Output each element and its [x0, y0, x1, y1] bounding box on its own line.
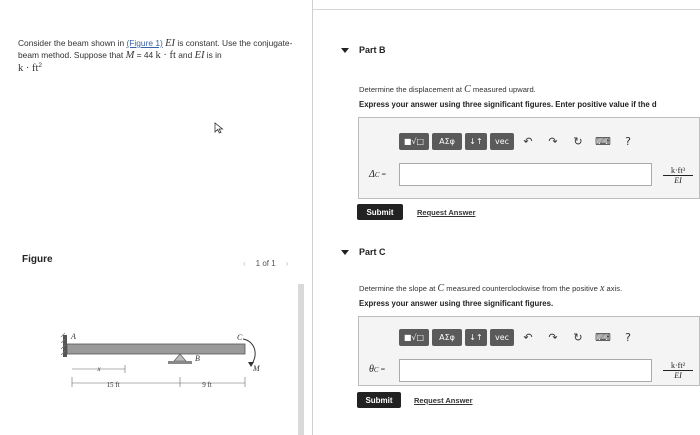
part-c-answer-input[interactable]	[399, 359, 652, 382]
m-symbol: M	[125, 49, 135, 61]
figure-pager	[243, 259, 288, 268]
part-b-units: $\frac{\text{k·ft³}}{EI}$	[663, 166, 693, 185]
greek-symbols-button[interactable]: AΣφ	[432, 133, 462, 150]
template-button[interactable]: ■√□	[399, 133, 429, 150]
beam	[67, 344, 245, 354]
ei-unit: k · ft	[18, 62, 39, 74]
dimension-9ft: 9 ft	[202, 381, 212, 389]
label-m: M	[253, 364, 260, 373]
part-c-submit-button[interactable]: Submit	[357, 392, 401, 408]
undo-icon[interactable]: ↶	[523, 135, 533, 148]
dimension-15ft: 15 ft	[106, 381, 120, 389]
part-b-format-instruction: Express your answer using three significant figures. Enter positive value if the d	[359, 100, 657, 109]
part-c-title: Part C	[359, 247, 386, 257]
vector-button[interactable]: vec	[490, 329, 514, 346]
label-b: B	[195, 354, 200, 363]
roller-support-b	[174, 354, 186, 361]
part-b-math-toolbar	[399, 133, 639, 150]
part-c-variable-label: θC =	[369, 364, 386, 375]
part-b-title: Part B	[359, 45, 386, 55]
mouse-cursor-icon	[214, 122, 224, 134]
figure-page-count: 1 of 1	[255, 259, 276, 268]
collapse-arrow-icon[interactable]	[341, 250, 349, 255]
ei-symbol: EI	[194, 49, 205, 61]
problem-text: is constant. Use the conjugate-beam method. Suppose that	[18, 38, 293, 60]
part-c-units: $\frac{\text{k·ft²}}{EI}$	[663, 361, 693, 380]
subscript-button[interactable]: ↓↑	[465, 133, 487, 150]
undo-icon[interactable]: ↶	[523, 331, 533, 344]
greek-symbols-button[interactable]: AΣφ	[432, 329, 462, 346]
ei-symbol: EI	[165, 38, 176, 49]
part-c-answer-box	[358, 316, 700, 386]
part-b-submit-button[interactable]: Submit	[357, 204, 403, 220]
label-c: C	[237, 333, 243, 342]
collapse-arrow-icon[interactable]	[341, 48, 349, 53]
problem-text: = 44	[134, 49, 156, 60]
part-b-answer-input[interactable]	[399, 163, 652, 186]
reset-icon[interactable]: ↻	[573, 135, 583, 148]
help-icon[interactable]: ?	[625, 135, 631, 148]
redo-icon[interactable]: ↷	[548, 331, 558, 344]
part-c-format-instruction: Express your answer using three significant figures.	[359, 299, 554, 308]
problem-text: and	[175, 49, 195, 60]
problem-pane	[0, 0, 312, 435]
template-button[interactable]: ■√□	[399, 329, 429, 346]
part-b-header[interactable]	[341, 45, 386, 55]
part-c-header[interactable]	[341, 247, 386, 257]
moment-unit: k · ft	[155, 49, 176, 61]
figure-link[interactable]: (Figure 1)	[126, 38, 163, 48]
problem-text: is in	[204, 49, 222, 60]
keyboard-icon[interactable]: ⌨	[595, 135, 611, 148]
answer-pane	[313, 0, 700, 435]
part-c-instruction: Determine the slope at C measured counterclockwise from the positive x axis.	[359, 283, 623, 294]
redo-icon[interactable]: ↷	[548, 135, 558, 148]
keyboard-icon[interactable]: ⌨	[595, 331, 611, 344]
figure-label: Figure	[22, 254, 53, 265]
beam-diagram	[55, 325, 285, 395]
part-c-math-toolbar	[399, 329, 639, 346]
vector-button[interactable]: vec	[490, 133, 514, 150]
help-icon[interactable]: ?	[625, 331, 631, 344]
part-b-instruction: Determine the displacement at C measured upward.	[359, 84, 536, 95]
part-b-answer-box	[358, 117, 700, 199]
subscript-button[interactable]: ↓↑	[465, 329, 487, 346]
part-b-request-answer-link[interactable]: Request Answer	[417, 208, 476, 217]
label-x: x	[97, 365, 101, 373]
ei-unit-exponent: 2	[38, 62, 43, 69]
reset-icon[interactable]: ↻	[573, 331, 583, 344]
figure-scrollbar[interactable]	[298, 284, 304, 435]
problem-text: Consider the beam shown in	[18, 38, 127, 48]
label-a: A	[71, 332, 76, 341]
prev-figure-button[interactable]: ‹	[243, 259, 246, 268]
part-c-request-answer-link[interactable]: Request Answer	[414, 396, 473, 405]
problem-statement	[18, 38, 298, 74]
next-figure-button[interactable]: ›	[285, 259, 289, 268]
part-b-variable-label: ΔC =	[369, 169, 387, 180]
